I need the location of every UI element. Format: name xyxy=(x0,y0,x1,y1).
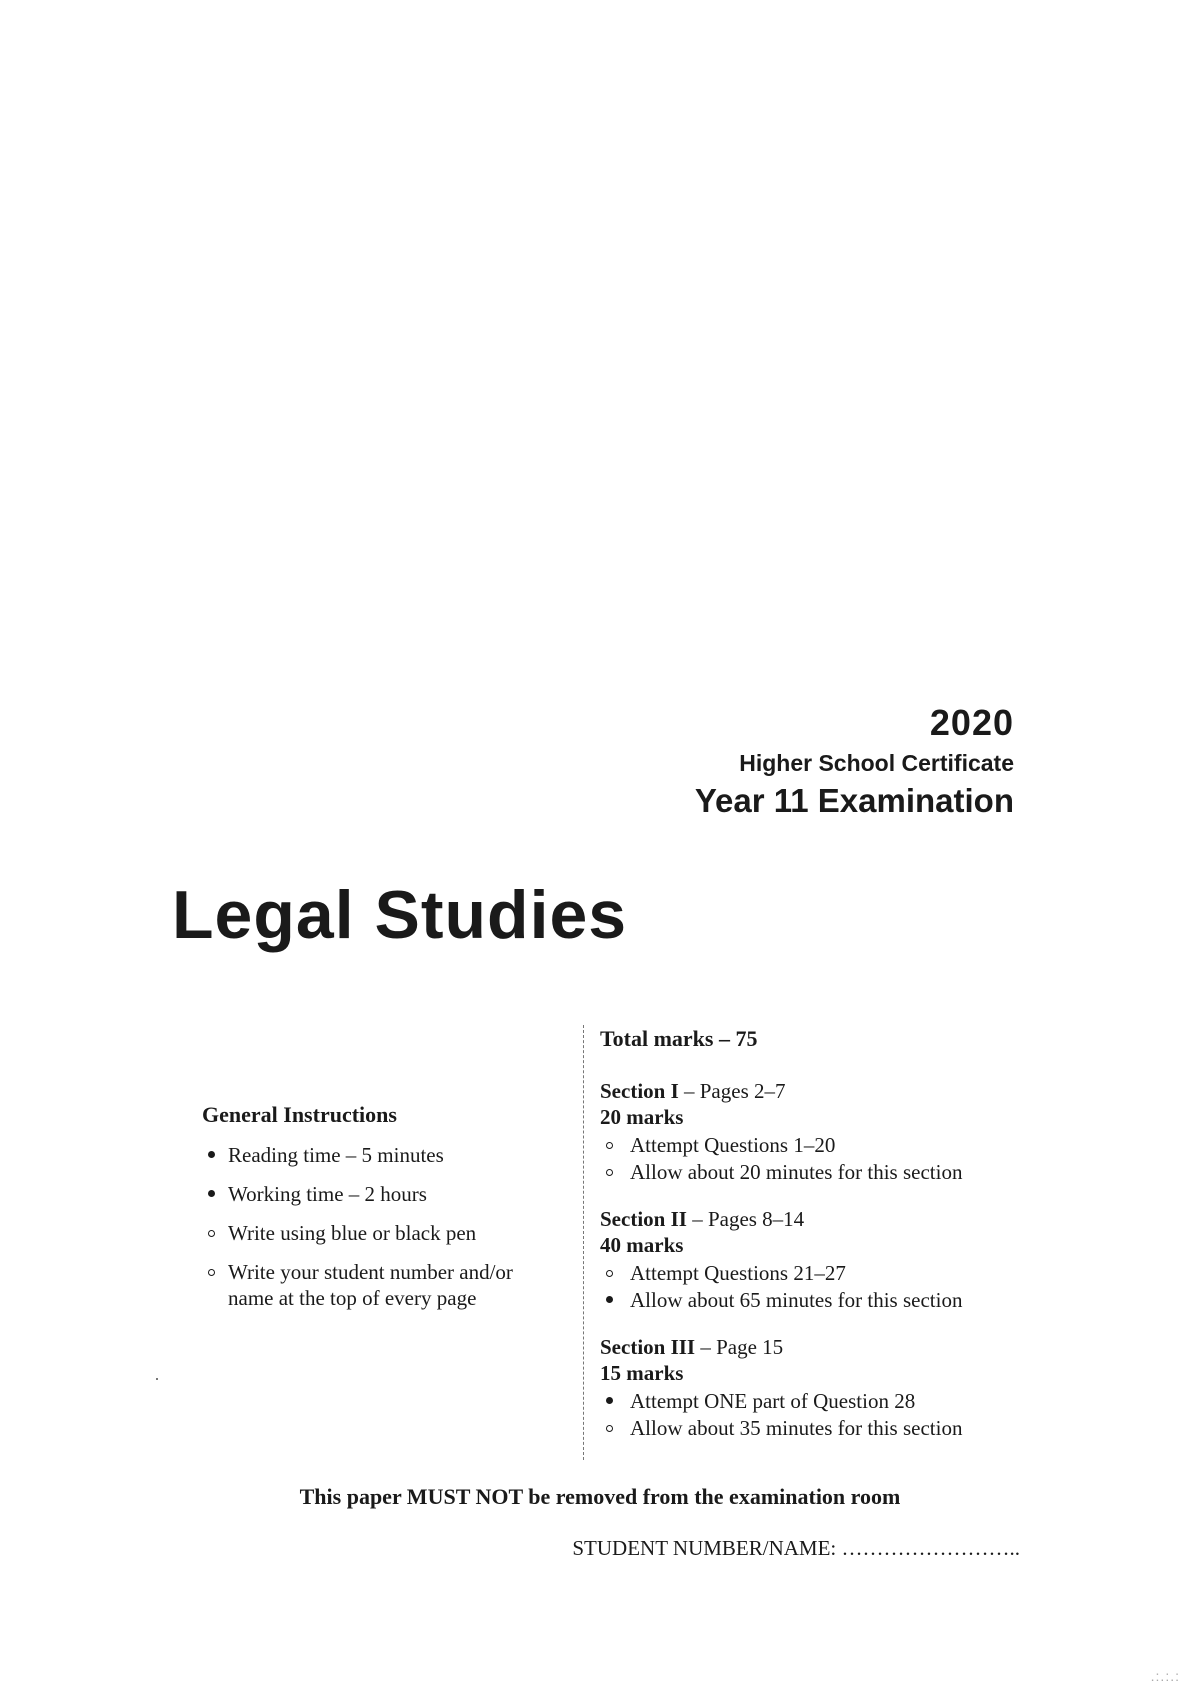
list-item xyxy=(202,1220,562,1246)
section-title xyxy=(600,1078,1020,1104)
general-instructions-heading: General Instructions xyxy=(202,1102,397,1127)
instruction-text: Write using blue or black pen xyxy=(228,1221,477,1245)
section-marks: 40 marks xyxy=(600,1233,684,1257)
bullet-icon xyxy=(208,1190,215,1197)
general-instructions xyxy=(202,1102,562,1324)
column-divider xyxy=(583,1025,584,1460)
section-pages: – Pages 8–14 xyxy=(692,1207,805,1231)
instruction-text: Write your student number and/or name at the top of every page xyxy=(228,1260,513,1310)
section-items xyxy=(600,1388,1020,1442)
section-item-text: Attempt Questions 1–20 xyxy=(630,1133,836,1157)
hollow-bullet-icon xyxy=(208,1269,215,1276)
section-item-text: Attempt ONE part of Question 28 xyxy=(630,1389,916,1413)
hollow-bullet-icon xyxy=(606,1425,613,1432)
subject-title: Legal Studies xyxy=(172,877,628,953)
section-title xyxy=(600,1206,1020,1232)
total-marks: Total marks – 75 xyxy=(600,1026,758,1051)
hollow-bullet-icon xyxy=(606,1142,613,1149)
sections-summary xyxy=(600,1026,1020,1462)
section-items xyxy=(600,1132,1020,1186)
bullet-icon xyxy=(208,1151,215,1158)
instruction-text: Reading time – 5 minutes xyxy=(228,1143,444,1167)
hollow-bullet-icon xyxy=(208,1230,215,1237)
bullet-icon xyxy=(606,1296,613,1303)
list-item xyxy=(202,1181,562,1207)
list-item xyxy=(600,1159,1020,1186)
section-items xyxy=(600,1260,1020,1314)
section-pages: – Pages 2–7 xyxy=(684,1079,786,1103)
section-marks: 15 marks xyxy=(600,1361,684,1385)
list-item xyxy=(600,1388,1020,1415)
scan-speck xyxy=(156,1378,158,1380)
section-2 xyxy=(600,1206,1020,1314)
exam-title: Year 11 Examination xyxy=(694,782,1014,819)
section-1 xyxy=(600,1078,1020,1186)
section-title xyxy=(600,1334,1020,1360)
section-name: Section III xyxy=(600,1335,696,1359)
list-item xyxy=(202,1259,562,1311)
list-item xyxy=(600,1287,1020,1314)
section-name: Section II xyxy=(600,1207,687,1231)
section-name: Section I xyxy=(600,1079,679,1103)
removal-warning: This paper MUST NOT be removed from the examination room xyxy=(299,1484,901,1509)
student-number-field[interactable]: STUDENT NUMBER/NAME: …………………….. xyxy=(572,1536,1020,1560)
section-item-text: Allow about 35 minutes for this section xyxy=(630,1416,963,1440)
certificate-title: Higher School Certificate xyxy=(739,750,1014,776)
scan-artifact: .:.:.: xyxy=(1150,1668,1180,1684)
hollow-bullet-icon xyxy=(606,1169,613,1176)
exam-year: 2020 xyxy=(929,702,1014,743)
section-item-text: Allow about 65 minutes for this section xyxy=(630,1288,963,1312)
bullet-icon xyxy=(606,1397,613,1404)
section-item-text: Attempt Questions 21–27 xyxy=(630,1261,846,1285)
general-instructions-list xyxy=(202,1142,562,1311)
section-pages: – Page 15 xyxy=(700,1335,784,1359)
list-item xyxy=(600,1132,1020,1159)
instruction-text: Working time – 2 hours xyxy=(228,1182,427,1206)
list-item xyxy=(202,1142,562,1168)
hollow-bullet-icon xyxy=(606,1270,613,1277)
list-item xyxy=(600,1415,1020,1442)
section-item-text: Allow about 20 minutes for this section xyxy=(630,1160,963,1184)
section-marks: 20 marks xyxy=(600,1105,684,1129)
section-3 xyxy=(600,1334,1020,1442)
list-item xyxy=(600,1260,1020,1287)
